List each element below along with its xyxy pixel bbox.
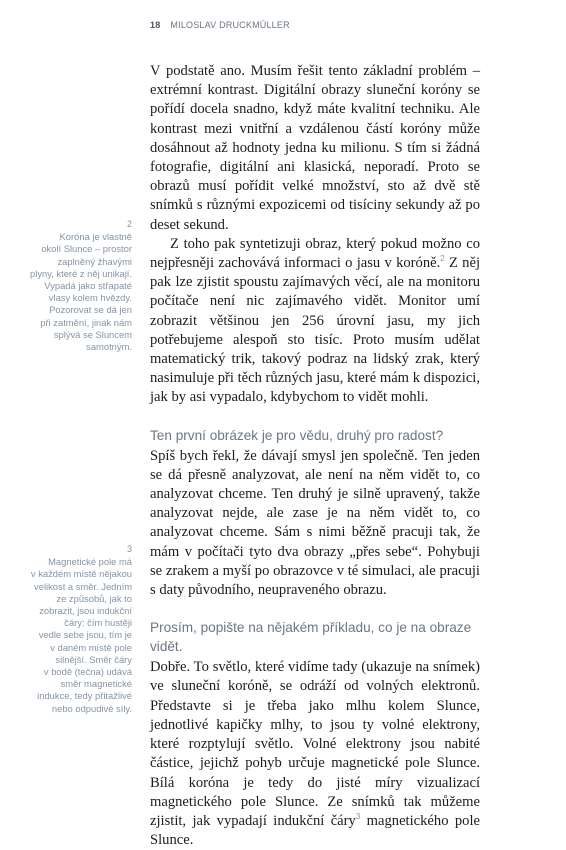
paragraph: Spíš bych řekl, že dávají smysl jen společně. Ten jeden se dá přesně analyzovat, ale není na něm vidět to, co analyzovat chceme. Ten druhý je silně upravený, takže analyzovat nejde, ale zase je na něm vidět to, co analyzovat chceme. Sám s nimi běžně pracuji tak, že mám v počítači tyto dva obrazy „přes sebe“. Pohybuji se zrakem a myší po obrazovce v té simulaci, ale pracuji s daty původního, neupraveného obrazu. [150, 447, 480, 599]
page-number: 18 [150, 20, 161, 30]
note-line: nebo odpudivé síly. [51, 702, 132, 714]
paragraph-text: Dobře. To světlo, které vidíme tady (ukazuje na snímek) ve sluneční koróně, se odráží od volných elektronů. Představte si je třeba jako mlhu kolem Slunce, jednotlivé kapičky mlhy, to jsou ty volné elektrony, které rozptylují světlo. Volné elektrony jsou nabité částice, jejichž pohyb určuje magnetické pole Slunce. Bílá koróna je tedy do jisté míry vizualizací magnetického pole Slunce. Ze snímků tak můžeme zjistit, jak vypadají indukční čáry [150, 659, 480, 829]
note-line: ze způsobů, jak to [56, 592, 132, 604]
interview-question: Prosím, popište na nějakém příkladu, co je na obraze vidět. [150, 620, 472, 655]
note-line: Magnetické pole má [48, 556, 132, 568]
note-line: samotným. [86, 341, 132, 353]
note-line: vlasy kolem hvězdy. [48, 292, 132, 304]
note-line: Koróna je vlastně [59, 231, 132, 243]
note-line: Vypadá jako střapaté [44, 280, 132, 292]
margin-note-2 [20, 218, 132, 353]
main-text [150, 62, 480, 850]
running-header [150, 20, 290, 30]
note-line: Pozorovat se dá jen [49, 304, 132, 316]
note-line: vedle sebe jsou, tím je [38, 629, 132, 641]
note-line: v každém místě nějakou [30, 568, 132, 580]
note-line: plyny, které z něj unikají. [30, 267, 132, 279]
paragraph-text: Z toho pak syntetizuji obraz, který pokud možno co nejpřesněji zachovává informaci o jasu v koróně. [150, 235, 480, 272]
paragraph [150, 658, 480, 850]
paragraph: V podstatě ano. Musím řešit tento základní problém – extrémní kontrast. Digitální obrazy sluneční koróny se pořídí docela snadno, když máte kvalitní techniku. Ale kontrast mezi vnitřní a vzdálenou částí koróny může dosáhnout až hodnoty jedna ku milionu. S tím si žádná fotografie, digitální ani klasická, neporadí. Proto se obrazů musí pořídit velké množství, sto až dvě stě snímků s různými expozicemi od tisíciny sekundy až po deset sekund. [150, 63, 480, 233]
footnote-ref: 2 [440, 254, 445, 264]
note-line: v daném místě pole [50, 641, 132, 653]
note-line: splývá se Sluncem [53, 328, 132, 340]
note-line: při zatmění, jinak nám [40, 316, 132, 328]
paragraph-text: Z něj pak lze zjistit spoustu zajímavých věcí, ale na monitoru počítače není nic zajímavého vidět. Monitor umí zobrazit většinou jen 256 úrovní jasu, my jich potřebujeme alespoň sto tisíc. Proto musím udělat matematický trik, takový podraz na lidský zrak, který nasimuluje při těch různých jasu, které mám k dispozici, jak by asi vypadalo, kdybychom to vidět mohli. [150, 255, 480, 406]
note-line: zaplněný žhavými [57, 255, 132, 267]
note-line: okolí Slunce – prostor [41, 243, 132, 255]
margin-note-3 [20, 543, 132, 715]
footnote-ref: 3 [355, 811, 361, 821]
note-line: velikost a směr. Jedním [34, 580, 132, 592]
paragraph-text: magnetického pole Slunce. [150, 812, 481, 849]
note-line: v bodě (tečna) udává [43, 666, 132, 678]
interview-question: Ten první obrázek je pro vědu, druhý pro radost? [150, 427, 444, 443]
note-line: směr magnetické [60, 678, 132, 690]
note-number: 2 [126, 219, 132, 229]
note-line: silnější. Směr čáry [55, 653, 132, 665]
note-number: 3 [126, 544, 132, 554]
note-line: zobrazit, jsou indukční [39, 605, 132, 617]
note-line: indukce, tedy přitažlivé [37, 690, 132, 702]
paragraph [150, 235, 480, 408]
running-author: MILOSLAV DRUCKMÜLLER [170, 20, 290, 30]
note-line: čáry: čím hustěji [64, 617, 132, 629]
